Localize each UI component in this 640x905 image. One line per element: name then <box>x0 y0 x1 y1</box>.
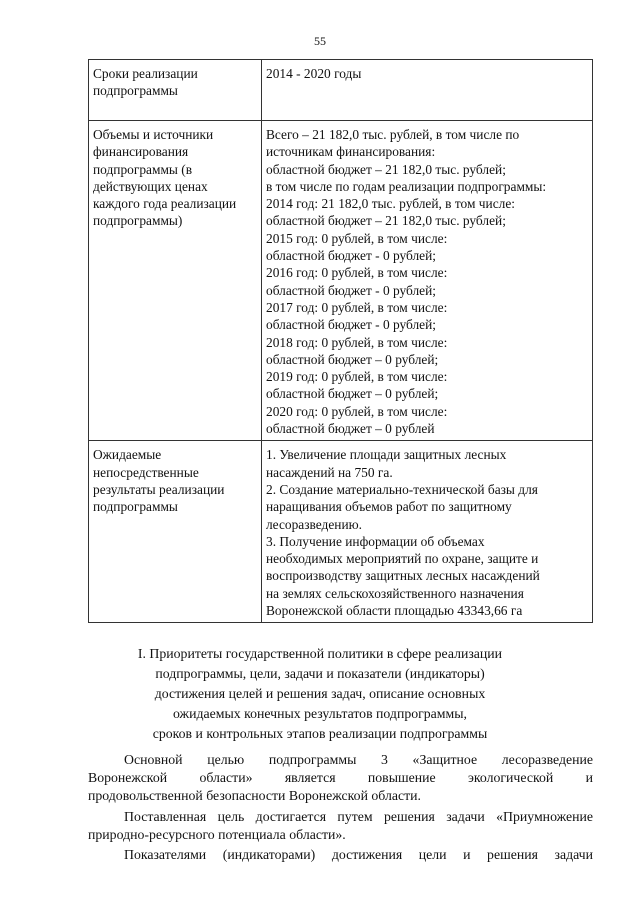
table-row-funding <box>89 121 593 441</box>
results-value-line: воспроизводству защитных лесных насаждений <box>266 568 540 584</box>
results-value-line: 1. Увеличение площади защитных лесных <box>266 447 507 463</box>
results-label-line: результаты реализации <box>93 481 225 497</box>
results-label-cell <box>89 441 262 623</box>
results-value-line: на землях сельскохозяйственного назначения <box>266 585 524 601</box>
funding-label-line: подпрограммы) <box>93 213 183 229</box>
funding-value-line: 2020 год: 0 рублей, в том числе: <box>266 403 448 419</box>
funding-value-line: областной бюджет – 0 рублей; <box>266 351 439 367</box>
terms-value-line: 2014 - 2020 годы <box>266 66 362 81</box>
page-number: 55 <box>314 34 326 48</box>
table-row-terms <box>89 60 593 121</box>
results-label-line: подпрограммы <box>93 499 178 515</box>
paragraph-line: природно-ресурсного потенциала области». <box>88 827 346 842</box>
section-heading <box>0 644 640 744</box>
table-row-results <box>89 441 593 623</box>
section-heading-line: подпрограммы, цели, задачи и показатели (индикаторы) <box>155 666 485 681</box>
funding-label-line: финансирования <box>93 144 189 160</box>
funding-value-line: областной бюджет - 0 рублей; <box>266 248 437 264</box>
funding-value-line: 2018 год: 0 рублей, в том числе: <box>266 334 448 350</box>
funding-value-line: источникам финансирования: <box>266 144 436 160</box>
funding-label-line: Объемы и источники <box>93 127 214 142</box>
results-value-line: необходимых мероприятий по охране, защите и <box>266 551 539 567</box>
paragraph-line: Воронежской области» является повышение экологической и <box>88 770 593 785</box>
funding-value-line: областной бюджет - 0 рублей; <box>266 282 437 298</box>
terms-label-line: Сроки реализации <box>93 66 198 81</box>
results-value-line: насаждений на 750 га. <box>266 464 393 480</box>
paragraph-goal <box>88 751 593 805</box>
funding-value-line: областной бюджет - 0 рублей; <box>266 317 437 333</box>
funding-label-line: действующих ценах <box>93 178 208 194</box>
terms-value-cell <box>262 60 593 121</box>
paragraph-line: Основной целью подпрограммы 3 «Защитное лесоразведение <box>124 752 593 767</box>
funding-label-line: подпрограммы (в <box>93 161 193 177</box>
funding-value-line: 2016 год: 0 рублей, в том числе: <box>266 265 448 281</box>
results-label-line: Ожидаемые <box>93 447 162 463</box>
funding-value-line: 2015 год: 0 рублей, в том числе: <box>266 230 448 246</box>
results-value-line: 3. Получение информации об объемах <box>266 533 485 549</box>
funding-value-line: областной бюджет – 21 182,0 тыс. рублей; <box>266 161 506 177</box>
funding-value-cell <box>262 121 593 441</box>
funding-value-line: в том числе по годам реализации подпрограммы: <box>266 178 547 194</box>
funding-label-cell <box>89 121 262 441</box>
results-value-line: Воронежской области площадью 43343,66 га <box>266 603 523 619</box>
funding-value-line: 2014 год: 21 182,0 тыс. рублей, в том числе: <box>266 196 515 212</box>
section-heading-line: ожидаемых конечных результатов подпрограммы, <box>172 706 467 721</box>
subprogram-passport-table <box>88 59 593 623</box>
section-heading-line: I. Приоритеты государственной политики в сфере реализации <box>137 646 503 661</box>
terms-label-line: подпрограммы <box>93 83 178 99</box>
results-value-line: 2. Создание материально-технической базы для <box>266 481 538 497</box>
paragraph-line: продовольственной безопасности Воронежской области. <box>88 788 421 803</box>
paragraph-task <box>88 808 593 844</box>
funding-value-line: 2019 год: 0 рублей, в том числе: <box>266 369 448 385</box>
terms-label-cell <box>89 60 262 121</box>
section-heading-line: сроков и контрольных этапов реализации подпрограммы <box>152 726 488 741</box>
funding-value-line: областной бюджет – 0 рублей; <box>266 386 439 402</box>
paragraph-indicators <box>88 846 593 864</box>
paragraph-line: Поставленная цель достигается путем решения задачи «Приумножение <box>124 809 593 824</box>
results-value-line: наращивания объемов работ по защитному <box>266 499 512 515</box>
funding-value-line: областной бюджет – 21 182,0 тыс. рублей; <box>266 213 506 229</box>
funding-value-line: 2017 год: 0 рублей, в том числе: <box>266 299 448 315</box>
results-label-line: непосредственные <box>93 464 199 480</box>
results-value-line: лесоразведению. <box>266 516 362 532</box>
funding-value-line: областной бюджет – 0 рублей <box>266 421 435 437</box>
funding-label-line: каждого года реализации <box>93 196 237 212</box>
results-value-cell <box>262 441 593 623</box>
paragraph-line: Показателями (индикаторами) достижения цели и решения задачи <box>124 847 593 862</box>
funding-value-line: Всего – 21 182,0 тыс. рублей, в том числе по <box>266 127 520 142</box>
section-heading-line: достижения целей и решения задач, описание основных <box>154 686 486 701</box>
